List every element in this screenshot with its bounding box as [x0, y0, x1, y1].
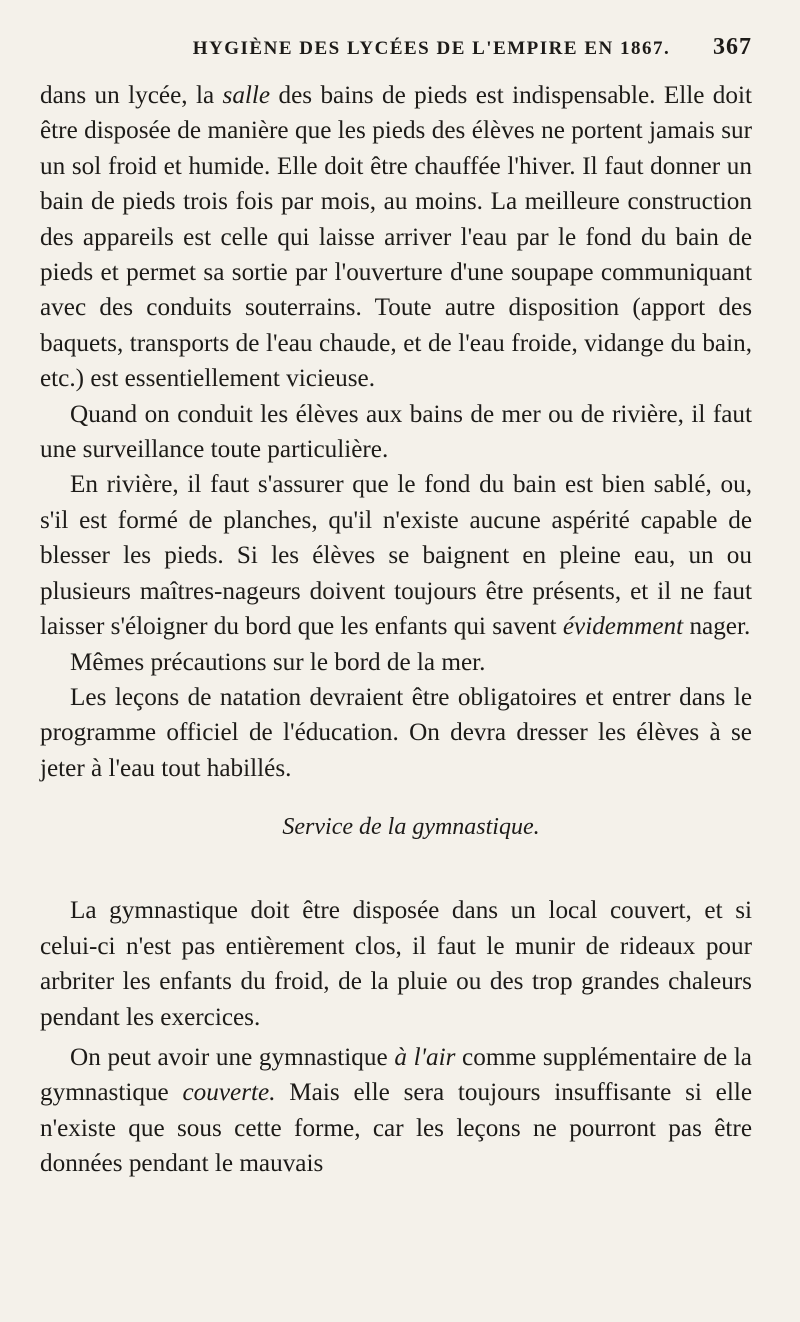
- body-text: [40, 78, 752, 786]
- paragraph-swimming-lessons: Les leçons de natation devraient être obligatoires et entrer dans le programme officiel de l'éducation. On devra dresser les élèves à se jeter à l'eau tout habillés.: [40, 683, 752, 782]
- body-text-lower: [40, 893, 752, 1182]
- section-heading: Service de la gymnastique.: [282, 814, 540, 841]
- emphasis-a-l-air: à l'air: [394, 1043, 456, 1071]
- paragraph-sea-precautions: Mêmes précautions sur le bord de la mer.: [70, 648, 486, 676]
- emphasis-couverte: couverte.: [182, 1079, 276, 1107]
- emphasis-salle: salle: [222, 82, 271, 109]
- paragraph-open-air-gymnastics: On peut avoir une gymnastique à l'air comme supplémentaire de la gymnastique couverte. Mais elle sera toujours insuffisante si elle n'existe que sous cette forme, car les leçons ne pourront pas être données pendant le mauvais: [40, 1043, 752, 1178]
- running-title: HYGIÈNE DES LYCÉES DE L'EMPIRE EN 1867.: [192, 38, 671, 59]
- paragraph-foot-baths: dans un lycée, la salle des bains de pieds est indispensable. Elle doit être disposée de manière que les pieds des élèves ne portent jamais sur un sol froid et humide. Elle doit être chauffée l'hiver. Il faut donner un bain de pieds trois fois par mois, au moins. La meilleure construction des appareils est celle qui laisse arriver l'eau par le fond du bain de pieds et permet sa sortie par l'ouverture d'une soupape communiquant avec des conduits souterrains. Toute autre disposition (apport des baquets, transports de l'eau chaude, et de l'eau froide, vidange du bain, etc.) est essentiellement vicieuse.: [40, 82, 752, 393]
- book-page: [40, 34, 752, 1182]
- paragraph-gymnastics-room: La gymnastique doit être disposée dans un local couvert, et si celui-ci n'est pas entièrement clos, il faut le munir de rideaux pour arbriter les enfants du froid, de la pluie ou des trop grandes chaleurs pendant les exercices.: [40, 897, 752, 1031]
- paragraph-sea-baths: Quand on conduit les élèves aux bains de mer ou de rivière, il faut une surveillance toute particulière.: [40, 400, 752, 464]
- page-number: 367: [713, 34, 752, 60]
- paragraph-river: En rivière, il faut s'assurer que le fond du bain est bien sablé, ou, s'il est formé de planches, qu'il n'existe aucune aspérité capable de blesser les pieds. Si les élèves se baignent en pleine eau, un ou plusieurs maîtres-nageurs doivent toujours être présents, et il ne faut laisser s'éloigner du bord que les enfants qui savent évidemment nager.: [40, 471, 752, 641]
- emphasis-evidemment: évidemment: [562, 613, 684, 641]
- page-header: [40, 34, 752, 78]
